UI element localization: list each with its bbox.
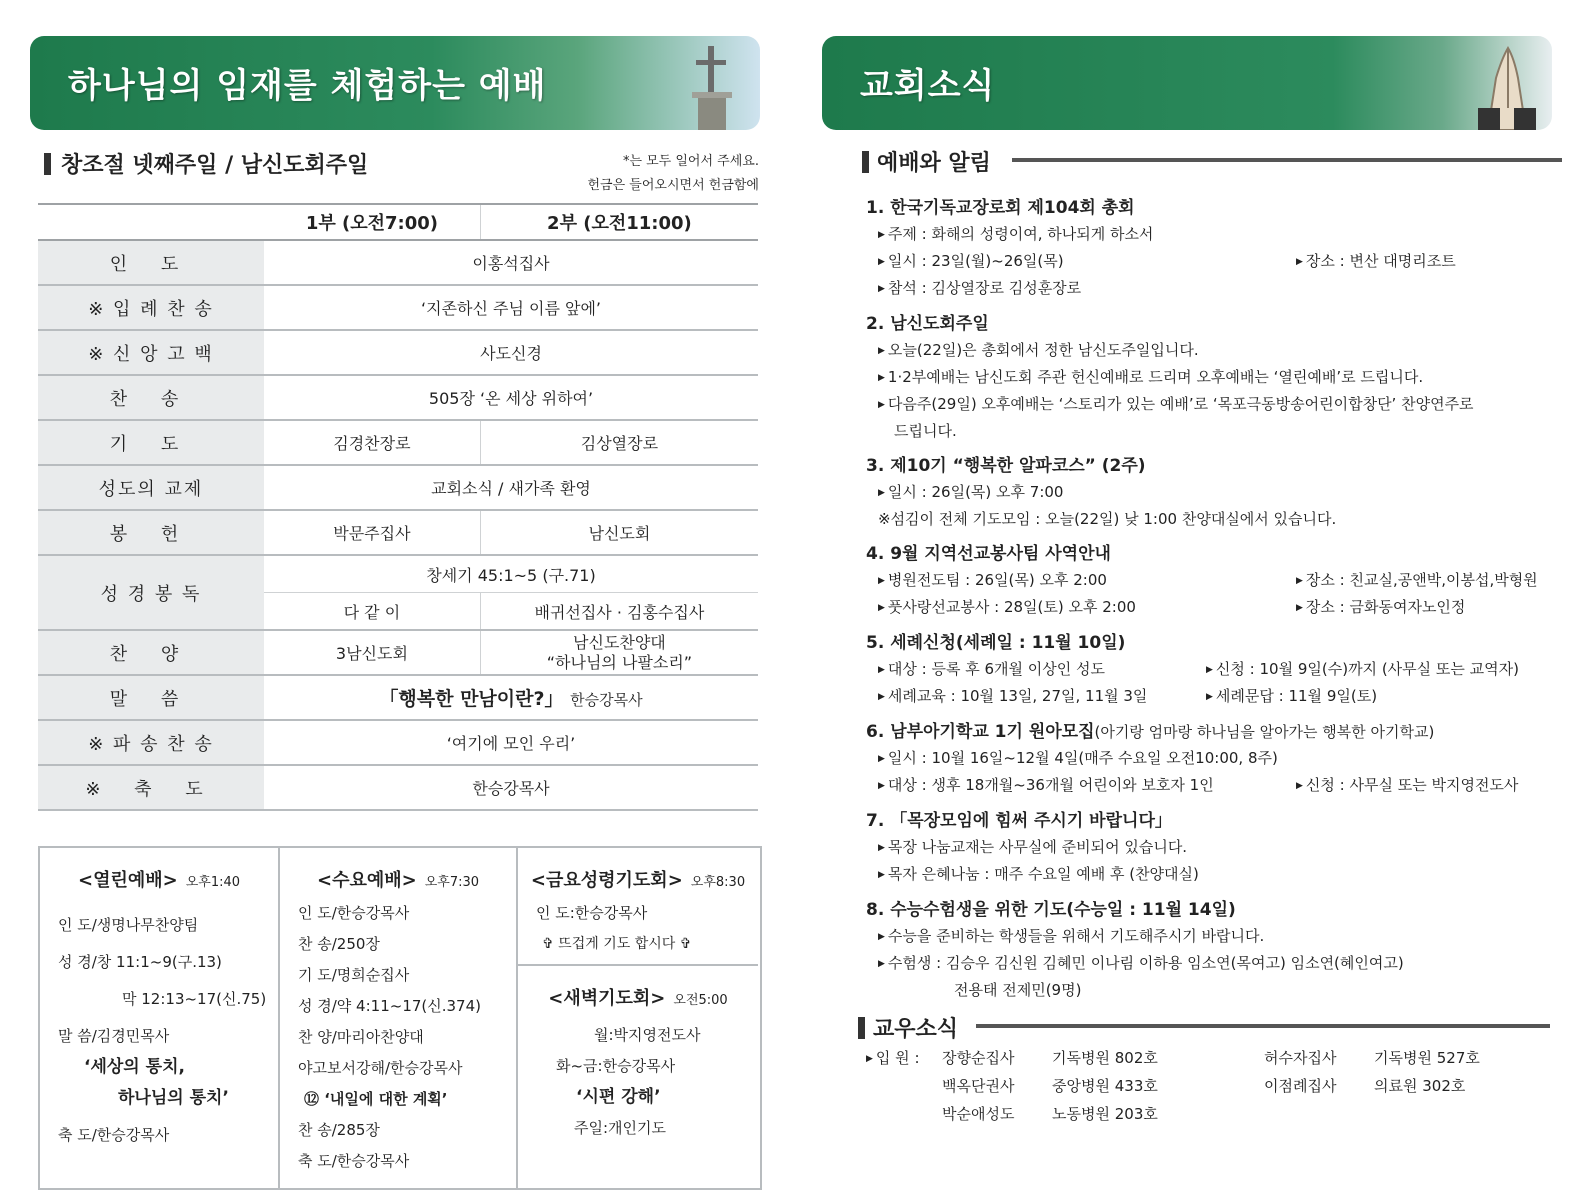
box-title: <금요성령기도회> 오후8:30 (530, 870, 746, 891)
list-item: 중앙병원 433호 (1052, 1077, 1158, 1095)
list-item: ▶ 목자 은혜나눔 : 매주 수요일 예배 후 (찬양대실) (878, 865, 1199, 883)
open-worship-box (40, 848, 280, 1188)
list-item: ▶ 수능을 준비하는 학생들을 위해서 기도해주시기 바랍니다. (878, 927, 1265, 945)
table-row (38, 720, 758, 765)
list-item: ▶ 세례교육 : 10월 13일, 27일, 11월 3일 ▶ 세례문답 : 11월 9일(토) (878, 687, 1378, 705)
row-value: 배귀선집사 · 김홍수집사 (480, 593, 758, 631)
list-item: ▶ 병원전도팀 : 26일(목) 오후 2:00 ▶ 장소 : 친교실,공앤박,이봉섭,박형원 (878, 571, 1538, 589)
cross-icon (682, 42, 742, 130)
row-label: 찬 송 (38, 375, 264, 420)
list-item: ▶ 오늘(22일)은 총회에서 정한 남신도주일입니다. (878, 341, 1199, 359)
list-item: 인 도/한승강목사 (298, 904, 410, 922)
list-item: ⑫ ‘내일에 대한 계획’ (304, 1090, 448, 1108)
row-label: 성도의 교제 (38, 465, 264, 510)
list-item: 장향순집사 (942, 1049, 1015, 1067)
list-item: ▶ 풋사랑선교봉사 : 28일(토) 오후 2:00 ▶ 장소 : 금화동여자노인정 (878, 598, 1466, 616)
list-item: ‘시편 강해’ (576, 1087, 661, 1107)
table-row (38, 375, 758, 420)
list-item: ▶ 수험생 : 김승우 김신원 김혜민 이나림 이하용 임소연(목여고) 임소연(혜인여고) (878, 954, 1404, 972)
announcement-heading: 8. 수능수험생을 위한 기도(수능일 : 11월 14일) (866, 900, 1236, 920)
row-label: 말 씀 (38, 675, 264, 720)
announcement-heading: 4. 9월 지역선교봉사팀 사역안내 (866, 544, 1111, 564)
list-item: ▶ 대상 : 등록 후 6개월 이상인 성도 ▶ 신청 : 10월 9일(수)까지 (사무실 또는 교역자) (878, 660, 1519, 678)
service-title: 창조절 넷째주일 / 남신도회주일 (44, 148, 368, 179)
list-item: ▶ 일시 : 10월 16일~12월 4일(매주 수요일 오전10:00, 8주) (878, 749, 1278, 767)
row-label: 기 도 (38, 420, 264, 465)
list-item: ▶ 입 원 : (866, 1049, 920, 1067)
first-service-header: 1부 (오전7:00) (264, 204, 480, 240)
row-label: ※ 신 앙 고 백 (38, 330, 264, 375)
announcement-heading: 3. 제10기 “행복한 알파코스” (2주) (866, 456, 1146, 476)
announcement-heading: 5. 세례신청(세례일 : 11월 10일) (866, 633, 1126, 653)
list-item: 노동병원 203호 (1052, 1105, 1158, 1123)
table-row (38, 285, 758, 330)
list-item: 이점례집사 (1264, 1077, 1337, 1095)
table-row (38, 630, 758, 675)
row-label: ※ 파 송 찬 송 (38, 720, 264, 765)
worship-banner-title: 하나님의 임재를 체험하는 예배 (68, 66, 547, 106)
list-item: ▶ 주제 : 화해의 성령이여, 하나되게 하소서 (878, 225, 1154, 243)
order-of-worship-table (38, 203, 758, 811)
row-value: ‘지존하신 주님 이름 앞에’ (264, 285, 758, 330)
service-note: *는 모두 일어서 주세요. 헌금은 들어오시면서 헌금함에 (587, 154, 759, 193)
table-row (38, 240, 758, 285)
list-item: 야고보서강해/한승강목사 (298, 1059, 463, 1077)
section-bar (858, 1017, 865, 1039)
box-title: <수요예배> 오후7:30 (316, 870, 480, 891)
announcement-heading: 7. 「목장모임에 힘써 주시기 바랍니다」 (866, 811, 1172, 831)
list-item: 의료원 302호 (1374, 1077, 1466, 1095)
table-header-row (38, 204, 758, 240)
list-item: 찬 송/285장 (298, 1121, 380, 1139)
list-item: ▶ 일시 : 26일(목) 오후 7:00 (878, 483, 1064, 501)
row-label: 봉 헌 (38, 510, 264, 555)
list-item: 드립니다. (894, 422, 957, 440)
list-item: 화~금:한승강목사 (556, 1057, 676, 1075)
table-row (38, 420, 758, 465)
table-row (38, 765, 758, 810)
table-row (38, 555, 758, 593)
section-bar (862, 151, 869, 173)
table-row (38, 465, 758, 510)
row-value: ‘여기에 모인 우리’ (264, 720, 758, 765)
row-value: 사도신경 (264, 330, 758, 375)
list-item: 기 도/명희순집사 (298, 966, 410, 984)
list-item: ▶ 일시 : 23일(월)~26일(목) ▶ 장소 : 변산 대명리조트 (878, 252, 1456, 270)
row-value: 다 같 이 (264, 593, 480, 631)
list-item: 인 도/생명나무찬양팀 (58, 916, 199, 934)
list-item: ▶ 대상 : 생후 18개월~36개월 어린이와 보호자 1인 ▶ 신청 : 사무실 또는 박지영전도사 (878, 776, 1519, 794)
list-item: ※섬김이 전체 기도모임 : 오늘(22일) 낮 1:00 찬양대실에서 있습니다. (878, 510, 1337, 528)
list-item: 인 도:한승강목사 (536, 904, 648, 922)
list-item: 축 도/한승강목사 (298, 1152, 410, 1170)
row-value: 505장 ‘온 세상 위하여’ (264, 375, 758, 420)
list-item: 찬 송/250장 (298, 935, 380, 953)
row-label: ※ 입 례 찬 송 (38, 285, 264, 330)
list-item: 백옥단권사 (942, 1077, 1015, 1095)
row-value: 이홍석집사 (264, 240, 758, 285)
second-service-header: 2부 (오전11:00) (480, 204, 758, 240)
sermon-value (264, 675, 758, 720)
list-item: ▶ 다음주(29일) 오후예배는 ‘스토리가 있는 예배’로 ‘목포극동방송어린이합창단’ 찬양연주로 (878, 395, 1474, 413)
heading-rule (976, 1024, 1550, 1028)
announcement-heading: 6. 남부아기학교 1기 원아모집(아기랑 엄마랑 하나님을 알아가는 행복한 아기학교) (866, 722, 1435, 742)
praying-hands-icon (1468, 38, 1544, 130)
table-row (38, 510, 758, 555)
row-value: 김경찬장로 (264, 420, 480, 465)
row-label: ※ 축 도 (38, 765, 264, 810)
sermon-speaker: 한승강목사 (570, 691, 643, 709)
list-item: 기독병원 802호 (1052, 1049, 1158, 1067)
row-label: 인 도 (38, 240, 264, 285)
list-item: 축 도/한승강목사 (58, 1126, 170, 1144)
row-value: 김상열장로 (480, 420, 758, 465)
list-item: ▶ 목장 나눔교재는 사무실에 준비되어 있습니다. (878, 838, 1188, 856)
other-services-boxes (38, 846, 762, 1190)
row-value: 교회소식 / 새가족 환영 (264, 465, 758, 510)
row-value: 남신도찬양대 “하나님의 나팔소리” (480, 630, 758, 675)
list-item: 박순애성도 (942, 1105, 1015, 1123)
wednesday-worship-box (280, 848, 518, 1188)
list-item: 주일:개인기도 (574, 1119, 666, 1137)
sermon-title: 「행복한 만남이란?」 (379, 688, 564, 710)
announcements-list (866, 186, 1556, 1003)
heading-rule (1012, 158, 1562, 162)
list-item: 말 씀/김경민목사 (58, 1027, 170, 1045)
list-item: 성 경/약 4:11~17(신.374) (298, 997, 481, 1015)
row-label: 성 경 봉 독 (38, 555, 264, 630)
list-item: ‘세상의 통치, (84, 1057, 185, 1077)
list-item: 성 경/창 11:1~9(구.13) (58, 953, 222, 971)
members-news-heading: 교우소식 (858, 1012, 958, 1043)
table-row (38, 675, 758, 720)
list-item: ▶ 참석 : 김상열장로 김성훈장로 (878, 279, 1082, 297)
friday-prayer-box (518, 848, 758, 1188)
list-item: 월:박지영전도사 (594, 1026, 701, 1044)
list-item: 전용태 전제민(9명) (954, 981, 1082, 999)
dawn-prayer-box (518, 964, 758, 1188)
box-title: <열린예배> 오후1:40 (77, 870, 241, 891)
row-label: 찬 양 (38, 630, 264, 675)
list-item: ✞ 뜨겁게 기도 합시다 ✞ (542, 936, 692, 952)
section-bar (44, 153, 51, 175)
row-value: 박문주집사 (264, 510, 480, 555)
worship-banner (30, 36, 760, 130)
list-item: 기독병원 527호 (1374, 1049, 1480, 1067)
row-value: 한승강목사 (264, 765, 758, 810)
announcements-heading: 예배와 알림 (862, 146, 991, 177)
news-banner (822, 36, 1552, 130)
news-banner-title: 교회소식 (860, 66, 996, 106)
list-item: 하나님의 통치’ (118, 1088, 229, 1108)
list-item: 막 12:13~17(신.75) (122, 990, 267, 1008)
list-item: ▶ 1·2부예배는 남신도회 주관 헌신예배로 드리며 오후예배는 ‘열린예배’로 드립니다. (878, 368, 1424, 386)
announcement-heading: 1. 한국기독교장로회 제104회 총회 (866, 198, 1135, 218)
list-item: 허수자집사 (1264, 1049, 1337, 1067)
row-value: 창세기 45:1~5 (구.71) (264, 555, 758, 593)
row-value: 3남신도회 (264, 630, 480, 675)
table-row (38, 330, 758, 375)
announcement-heading: 2. 남신도회주일 (866, 314, 989, 334)
row-value: 남신도회 (480, 510, 758, 555)
box-title: <새벽기도회> 오전5:00 (548, 988, 728, 1009)
list-item: 찬 양/마리아찬양대 (298, 1028, 424, 1046)
